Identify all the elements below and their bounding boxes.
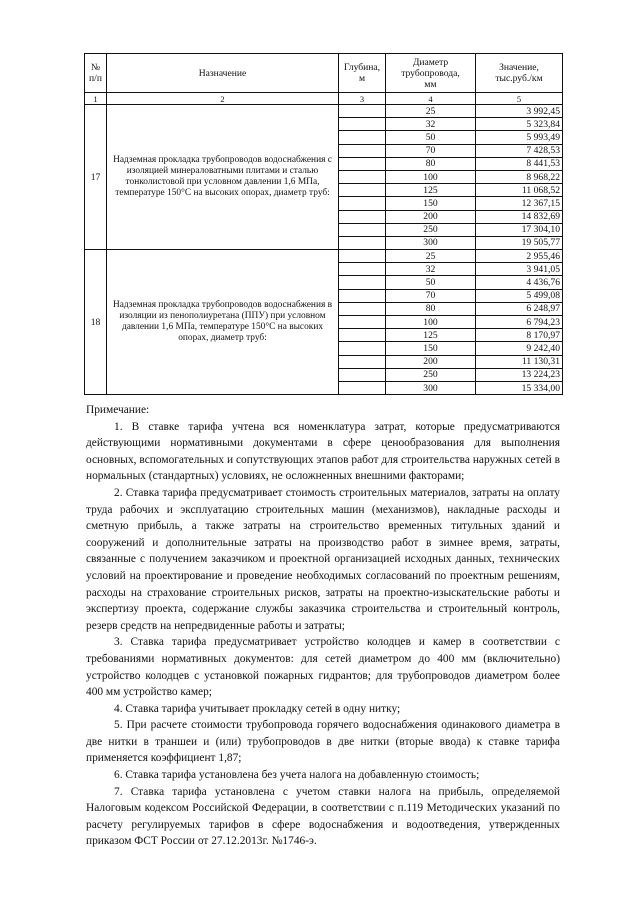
value-cell: 15 334,00 <box>476 381 563 394</box>
diameter-cell: 300 <box>386 381 476 394</box>
diameter-cell: 70 <box>386 289 476 302</box>
value-cell: 17 304,10 <box>476 223 563 236</box>
diameter-cell: 25 <box>386 105 476 118</box>
diameter-cell: 80 <box>386 157 476 170</box>
depth-cell <box>339 210 386 223</box>
diameter-cell: 250 <box>386 223 476 236</box>
value-cell: 3 992,45 <box>476 105 563 118</box>
column-number: 3 <box>339 93 386 105</box>
value-cell: 9 242,40 <box>476 342 563 355</box>
header-diameter: Диаметр трубопровода, мм <box>386 54 476 93</box>
depth-cell <box>339 157 386 170</box>
row-description: Надземная прокладка трубопроводов водоснабжения в изоляции из пенополиуретана (ППУ) при условном давлении 1,6 МПа, температуре 150°С на высоких опорах, диаметр труб: <box>107 250 339 395</box>
value-cell: 13 224,23 <box>476 368 563 381</box>
value-cell: 8 441,53 <box>476 157 563 170</box>
notes-section <box>86 402 560 850</box>
notes-title: Примечание: <box>86 404 150 416</box>
diameter-cell: 125 <box>386 184 476 197</box>
depth-cell <box>339 289 386 302</box>
diameter-cell: 100 <box>386 316 476 329</box>
value-cell: 5 993,49 <box>476 131 563 144</box>
diameter-cell: 250 <box>386 368 476 381</box>
depth-cell <box>339 131 386 144</box>
table-row <box>85 250 563 263</box>
value-cell: 7 428,53 <box>476 144 563 157</box>
header-name: Назначение <box>107 54 339 93</box>
depth-cell <box>339 118 386 131</box>
header-depth: Глубина, м <box>339 54 386 93</box>
table-header-row <box>85 54 563 93</box>
note-item: 7. Ставка тарифа установлена с учетом ставки налога на прибыль, определяемой Налоговым кодексом Российской Федерации, в соответствии с п.119 Методических указаний по расчету регулируемых тарифов в сфере водоснабжения и водоотведения, утвержденных приказом ФСТ России от 27.12.2013г. №1746-э. <box>86 785 560 848</box>
tariff-table <box>84 53 563 395</box>
diameter-cell: 150 <box>386 197 476 210</box>
column-number: 5 <box>476 93 563 105</box>
depth-cell <box>339 170 386 183</box>
diameter-cell: 200 <box>386 355 476 368</box>
depth-cell <box>339 197 386 210</box>
diameter-cell: 200 <box>386 210 476 223</box>
table-body <box>85 105 563 395</box>
depth-cell <box>339 342 386 355</box>
diameter-cell: 32 <box>386 118 476 131</box>
header-num: № п/п <box>85 54 107 93</box>
value-cell: 6 248,97 <box>476 302 563 315</box>
depth-cell <box>339 223 386 236</box>
table-column-numbers-row <box>85 93 563 105</box>
diameter-cell: 50 <box>386 131 476 144</box>
value-cell: 14 832,69 <box>476 210 563 223</box>
value-cell: 5 323,84 <box>476 118 563 131</box>
depth-cell <box>339 144 386 157</box>
row-number: 17 <box>85 105 107 250</box>
depth-cell <box>339 236 386 249</box>
depth-cell <box>339 368 386 381</box>
row-number: 18 <box>85 250 107 395</box>
value-cell: 11 130,31 <box>476 355 563 368</box>
diameter-cell: 80 <box>386 302 476 315</box>
depth-cell <box>339 381 386 394</box>
value-cell: 8 170,97 <box>476 329 563 342</box>
depth-cell <box>339 184 386 197</box>
header-value: Значение, тыс.руб./км <box>476 54 563 93</box>
value-cell: 3 941,05 <box>476 263 563 276</box>
diameter-cell: 25 <box>386 250 476 263</box>
depth-cell <box>339 316 386 329</box>
depth-cell <box>339 263 386 276</box>
diameter-cell: 70 <box>386 144 476 157</box>
value-cell: 5 499,08 <box>476 289 563 302</box>
depth-cell <box>339 105 386 118</box>
note-item: 4. Ставка тарифа учитывает прокладку сетей в одну нитку; <box>114 702 401 715</box>
depth-cell <box>339 329 386 342</box>
note-item: 1. В ставке тарифа учтена вся номенклатура затрат, которые предусматриваются действующими нормативными документами в сфере ценообразования для выполнения основных, вспомогательных и сопутствующих этапов работ для строительства наружных сетей в нормальных (стандартных) условиях, не осложненных внешними факторами; <box>86 420 560 483</box>
diameter-cell: 32 <box>386 263 476 276</box>
value-cell: 6 794,23 <box>476 316 563 329</box>
value-cell: 4 436,76 <box>476 276 563 289</box>
diameter-cell: 125 <box>386 329 476 342</box>
column-number: 1 <box>85 93 107 105</box>
notes-list <box>86 419 560 850</box>
note-item: 3. Ставка тарифа предусматривает устройство колодцев и камер в соответствии с требованиями нормативных документов: для сетей диаметром до 400 мм (включительно) устройство колодцев с установкой пожарных гидрантов; для трубопроводов диаметром более 400 мм устройство камер; <box>86 636 560 699</box>
depth-cell <box>339 276 386 289</box>
diameter-cell: 300 <box>386 236 476 249</box>
value-cell: 8 968,22 <box>476 170 563 183</box>
column-number: 4 <box>386 93 476 105</box>
diameter-cell: 50 <box>386 276 476 289</box>
note-item: 6. Ставка тарифа установлена без учета налога на добавленную стоимость; <box>114 769 480 782</box>
row-description: Надземная прокладка трубопроводов водоснабжения с изоляцией минераловатными плитами и сталью тонколистовой при условном давлении 1,6 МПа, температуре 150°С на высоких опорах, диаметр труб: <box>107 105 339 250</box>
value-cell: 2 955,46 <box>476 250 563 263</box>
note-item: 5. При расчете стоимости трубопровода горячего водоснабжения одинакового диаметра в две нитки в траншеи и (или) трубопроводов в две нитки (вторые ввода) к ставке тарифа применяется коэффициент 1,87; <box>86 719 560 765</box>
diameter-cell: 150 <box>386 342 476 355</box>
depth-cell <box>339 302 386 315</box>
value-cell: 11 068,52 <box>476 184 563 197</box>
table-row <box>85 105 563 118</box>
value-cell: 12 367,15 <box>476 197 563 210</box>
depth-cell <box>339 355 386 368</box>
note-item: 2. Ставка тарифа предусматривает стоимость строительных материалов, затраты на оплату труда рабочих и эксплуатацию строительных машин (механизмов), накладные расходы и сметную прибыль, а также затраты на строительство временных титульных зданий и сооружений и дополнительные затраты на производство работ в зимнее время, затраты, связанные с получением заказчиком и проектной организацией исходных данных, технических условий на проектирование и проведение необходимых согласований по проектным решениям, расходы на страхование строительных рисков, затраты на проектно-изыскательские работы и экспертизу проекта, содержание службы заказчика строительства и строительный контроль, резерв средств на непредвиденные работы и затраты; <box>86 486 560 632</box>
diameter-cell: 100 <box>386 170 476 183</box>
value-cell: 19 505,77 <box>476 236 563 249</box>
column-number: 2 <box>107 93 339 105</box>
depth-cell <box>339 250 386 263</box>
